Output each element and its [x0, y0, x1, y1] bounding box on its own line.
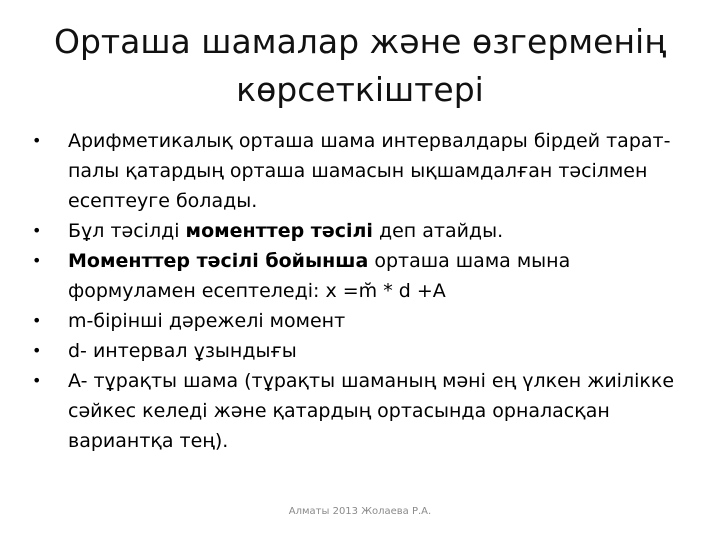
bullet-text-post: деп атайды. [372, 220, 504, 242]
title-line-1: Орташа шамалар және өзгерменің [53, 22, 667, 61]
bullet-text: Арифметикалық орташа шама интервалдары бірдей таратпалы қатардың орташа шамасын ықшамдалған тәсілмен есептеуге болады. [68, 130, 671, 212]
bullet-text: d- интервал ұзындығы [68, 340, 297, 362]
slide-footer: Алматы 2013 Жолаева Р.А. [288, 506, 432, 517]
bullet-item [30, 306, 695, 336]
bullet-item [30, 126, 695, 216]
bullet-list [30, 126, 695, 456]
bullet-item [30, 246, 695, 306]
bullet-dot: • [32, 371, 42, 390]
bullet-item [30, 216, 695, 246]
bullet-dot: • [32, 251, 42, 270]
bullet-dot: • [32, 131, 42, 150]
bullet-text: m-бірінші дәрежелі момент [68, 310, 346, 332]
bullet-dot: • [32, 311, 42, 330]
bullet-item [30, 336, 695, 366]
bullet-text-post: орташа шама мына формуламен есептеледі: x =m̆ * d +A [68, 250, 571, 302]
bullet-text-pre: Бұл тәсілді [68, 220, 186, 242]
bullet-dot: • [32, 341, 42, 360]
bullet-dot: • [32, 221, 42, 240]
bullet-text-bold: моменттер тәсілі [185, 220, 373, 242]
bullet-text-bold: Моменттер тәсілі бойынша [68, 250, 369, 272]
title-line-2: көрсеткіштері [236, 70, 484, 109]
slide-title [40, 18, 680, 114]
bullet-item [30, 366, 695, 456]
bullet-text: A- тұрақты шама (тұрақты шаманың мәні ең үлкен жиілікке сәйкес келеді және қатардың ортасында орналасқан вариантқа тең). [68, 370, 675, 452]
